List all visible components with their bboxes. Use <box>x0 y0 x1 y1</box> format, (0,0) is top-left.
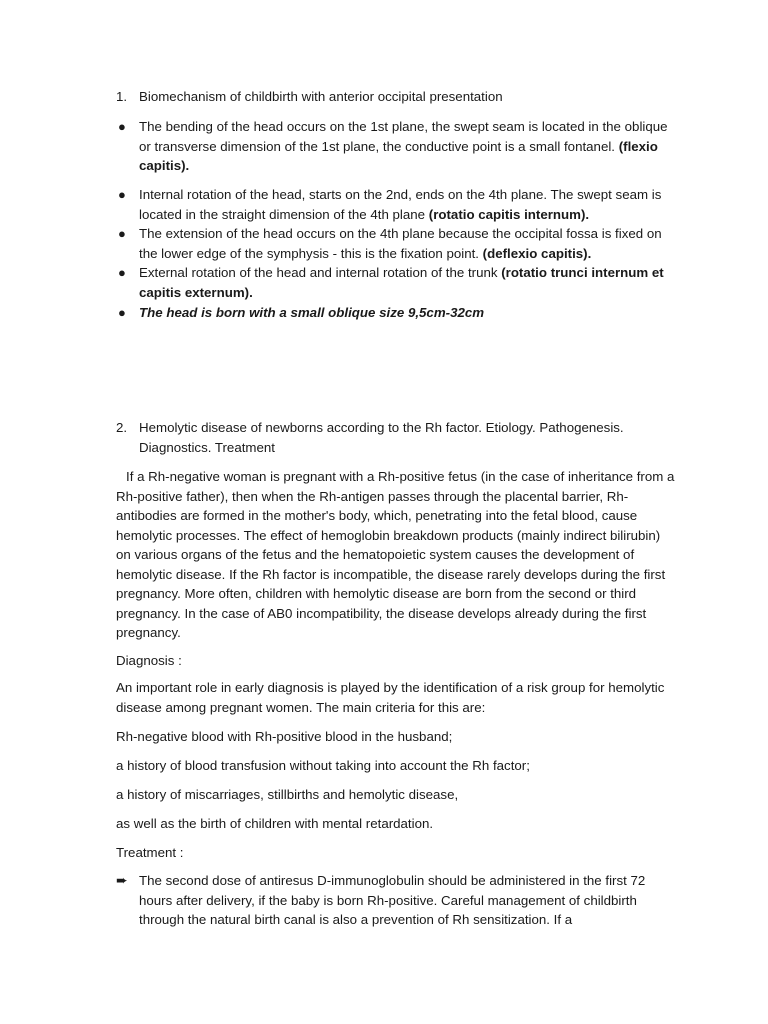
section-1-heading <box>116 87 676 107</box>
bullet-dot-icon: ● <box>118 187 126 202</box>
bullet-bold-italic-text: The head is born with a small oblique size 9,5cm-32cm <box>139 305 485 320</box>
bullet-text: External rotation of the head and internal rotation of the trunk <box>139 265 498 280</box>
criteria-item: a history of miscarriages, stillbirths and hemolytic disease, <box>116 787 459 802</box>
bullet-item <box>116 263 676 302</box>
bullet-item <box>116 303 676 323</box>
bullet-bold-text: (rotatio trunci internum et capitis externum). <box>139 265 664 300</box>
criteria-item: as well as the birth of children with mental retardation. <box>116 816 434 831</box>
bullet-dot-icon: ● <box>118 226 126 241</box>
criteria-item: a history of blood transfusion without taking into account the Rh factor; <box>116 758 530 773</box>
bullet-item <box>116 185 676 224</box>
section-1-title: Biomechanism of childbirth with anterior occipital presentation <box>139 89 503 104</box>
treatment-item <box>116 871 676 930</box>
section-1-number: 1. <box>116 89 128 104</box>
arrow-bullet-icon: ➨ <box>116 872 128 888</box>
intro-paragraph: If a Rh-negative woman is pregnant with a Rh-positive fetus (in the case of inheritance from a Rh-positive father), then when the Rh-antigen passes through the placental barrier, Rh-antibodies are formed in the mother's body, which, penetrating into the fetal blood, cause hemolytic processes. The effect of hemoglobin breakdown products (mainly indirect bilirubin) on various organs of the fetus and the hematopoietic system causes the development of hemolytic disease. If the Rh factor is incompatible, the disease rarely develops during the first pregnancy. More often, children with hemolytic disease are born from the second or third pregnancy. In the case of AB0 incompatibility, the disease develops already during the first pregnancy. <box>116 469 675 640</box>
criteria-item: Rh-negative blood with Rh-positive blood in the husband; <box>116 729 453 744</box>
diagnosis-heading: Diagnosis : <box>116 653 182 668</box>
bullet-dot-icon: ● <box>118 305 126 320</box>
bullet-bold-text: (rotatio capitis internum). <box>425 206 590 222</box>
bullet-text: The bending of the head occurs on the 1st plane, the swept seam is located in the oblique or transverse dimension of the 1st plane, the conductive point is a small fontanel. <box>139 119 668 154</box>
bullet-item <box>116 224 676 263</box>
bullet-bold-text: (deflexio capitis). <box>478 245 592 261</box>
bullet-item <box>116 117 676 176</box>
bullet-text: Internal rotation of the head, starts on the 2nd, ends on the 4th plane. The swept seam is located in the straight dimension of the 4th plane <box>139 187 662 222</box>
bullet-bold-text: (flexio capitis). <box>139 138 658 173</box>
treatment-heading: Treatment : <box>116 845 184 860</box>
section-2-number: 2. <box>116 420 128 435</box>
bullet-text: The extension of the head occurs on the 4th plane because the occipital fossa is fixed on the lower edge of the symphysis - this is the fixation point. <box>139 226 662 261</box>
treatment-text: The second dose of antiresus D-immunoglobulin should be administered in the first 72 hours after delivery, if the baby is born Rh-positive. Careful management of childbirth through the natural birth canal is also a prevention of Rh sensitization. If a <box>139 873 646 927</box>
section-2-heading <box>116 418 676 457</box>
bullet-dot-icon: ● <box>118 119 126 134</box>
section-2-title: Hemolytic disease of newborns according to the Rh factor. Etiology. Pathogenesis. Diagnostics. Treatment <box>139 420 624 455</box>
bullet-dot-icon: ● <box>118 265 126 280</box>
diagnosis-paragraph: An important role in early diagnosis is played by the identification of a risk group for hemolytic disease among pregnant women. The main criteria for this are: <box>116 680 665 715</box>
